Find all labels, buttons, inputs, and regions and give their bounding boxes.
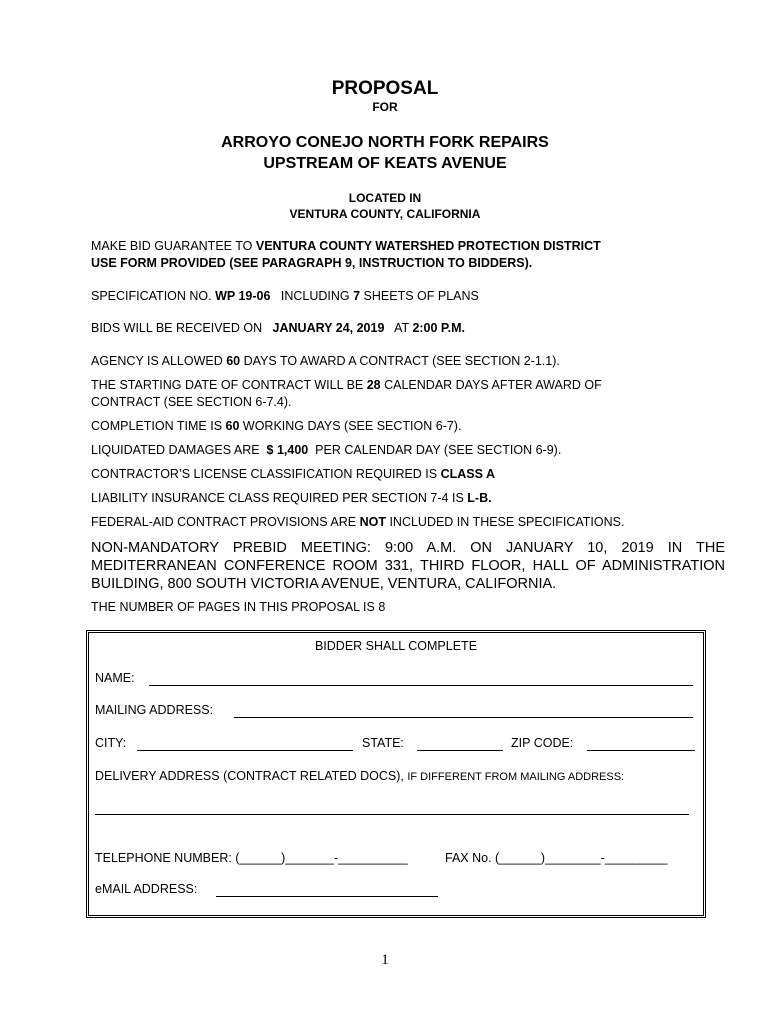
delivery-address-label: DELIVERY ADDRESS (CONTRACT RELATED DOCS), IF DIFFERENT FROM MAILING ADDRESS:	[95, 769, 625, 783]
fax-number-field[interactable]: FAX No. (______)________-_________	[445, 851, 668, 865]
start-date-line: THE STARTING DATE OF CONTRACT WILL BE 28 CALENDAR DAYS AFTER AWARD OF	[91, 378, 602, 392]
page-number: 1	[381, 952, 389, 968]
federal-aid-line: FEDERAL-AID CONTRACT PROVISIONS ARE NOT INCLUDED IN THESE SPECIFICATIONS.	[91, 515, 625, 529]
completion-time-line: COMPLETION TIME IS 60 WORKING DAYS (SEE SECTION 6-7).	[91, 419, 462, 433]
bidder-form	[86, 630, 706, 918]
liquidated-damages-line: LIQUIDATED DAMAGES ARE $ 1,400 PER CALENDAR DAY (SEE SECTION 6-9).	[91, 443, 562, 457]
email-address-label: eMAIL ADDRESS:	[95, 882, 198, 896]
located-in-label: LOCATED IN	[348, 191, 422, 205]
insurance-line: LIABILITY INSURANCE CLASS REQUIRED PER SECTION 7-4 IS L-B.	[91, 491, 492, 505]
bid-guarantee-line: MAKE BID GUARANTEE TO VENTURA COUNTY WATERSHED PROTECTION DISTRICT	[91, 239, 601, 253]
form-instruction-line: USE FORM PROVIDED (SEE PARAGRAPH 9, INSTRUCTION TO BIDDERS).	[91, 256, 533, 270]
bidder-form-title: BIDDER SHALL COMPLETE	[314, 639, 478, 653]
for-label: FOR	[372, 100, 398, 114]
city-label: CITY:	[95, 736, 127, 750]
project-title-line2: UPSTREAM OF KEATS AVENUE	[263, 155, 507, 172]
specification-line: SPECIFICATION NO. WP 19-06 INCLUDING 7 SHEETS OF PLANS	[91, 289, 479, 303]
location: VENTURA COUNTY, CALIFORNIA	[289, 207, 481, 221]
mailing-address-label: MAILING ADDRESS:	[95, 703, 214, 717]
telephone-number-field[interactable]: TELEPHONE NUMBER: (______)_______-__________	[95, 851, 408, 865]
start-date-line2: CONTRACT (SEE SECTION 6-7.4).	[91, 395, 292, 409]
page-title: PROPOSAL	[331, 78, 439, 99]
state-field[interactable]	[417, 750, 503, 751]
prebid-meeting-paragraph: NON-MANDATORY PREBID MEETING: 9:00 A.M. ON JANUARY 10, 2019 IN THE MEDITERRANEAN CONFERENCE ROOM 331, THIRD FLOOR, HALL OF ADMINISTRATION BUILDING, 800 SOUTH VICTORIA AVENUE, VENTURA, CALIFORNIA.	[91, 540, 725, 592]
city-field[interactable]	[137, 750, 353, 751]
delivery-address-field[interactable]	[95, 814, 689, 815]
mailing-address-field[interactable]	[234, 717, 693, 718]
bids-received-line: BIDS WILL BE RECEIVED ON JANUARY 24, 2019 AT 2:00 P.M.	[91, 321, 466, 335]
zip-code-field[interactable]	[587, 750, 695, 751]
zip-code-label: ZIP CODE:	[511, 736, 574, 750]
email-address-field[interactable]	[216, 896, 438, 897]
page-count-line: THE NUMBER OF PAGES IN THIS PROPOSAL IS 8	[91, 600, 386, 614]
name-label: NAME:	[95, 671, 135, 685]
state-label: STATE:	[362, 736, 404, 750]
project-title-line1: ARROYO CONEJO NORTH FORK REPAIRS	[221, 134, 549, 151]
license-line: CONTRACTOR’S LICENSE CLASSIFICATION REQUIRED IS CLASS A	[91, 467, 495, 481]
name-field[interactable]	[149, 685, 693, 686]
award-line: AGENCY IS ALLOWED 60 DAYS TO AWARD A CONTRACT (SEE SECTION 2-1.1).	[91, 354, 560, 368]
